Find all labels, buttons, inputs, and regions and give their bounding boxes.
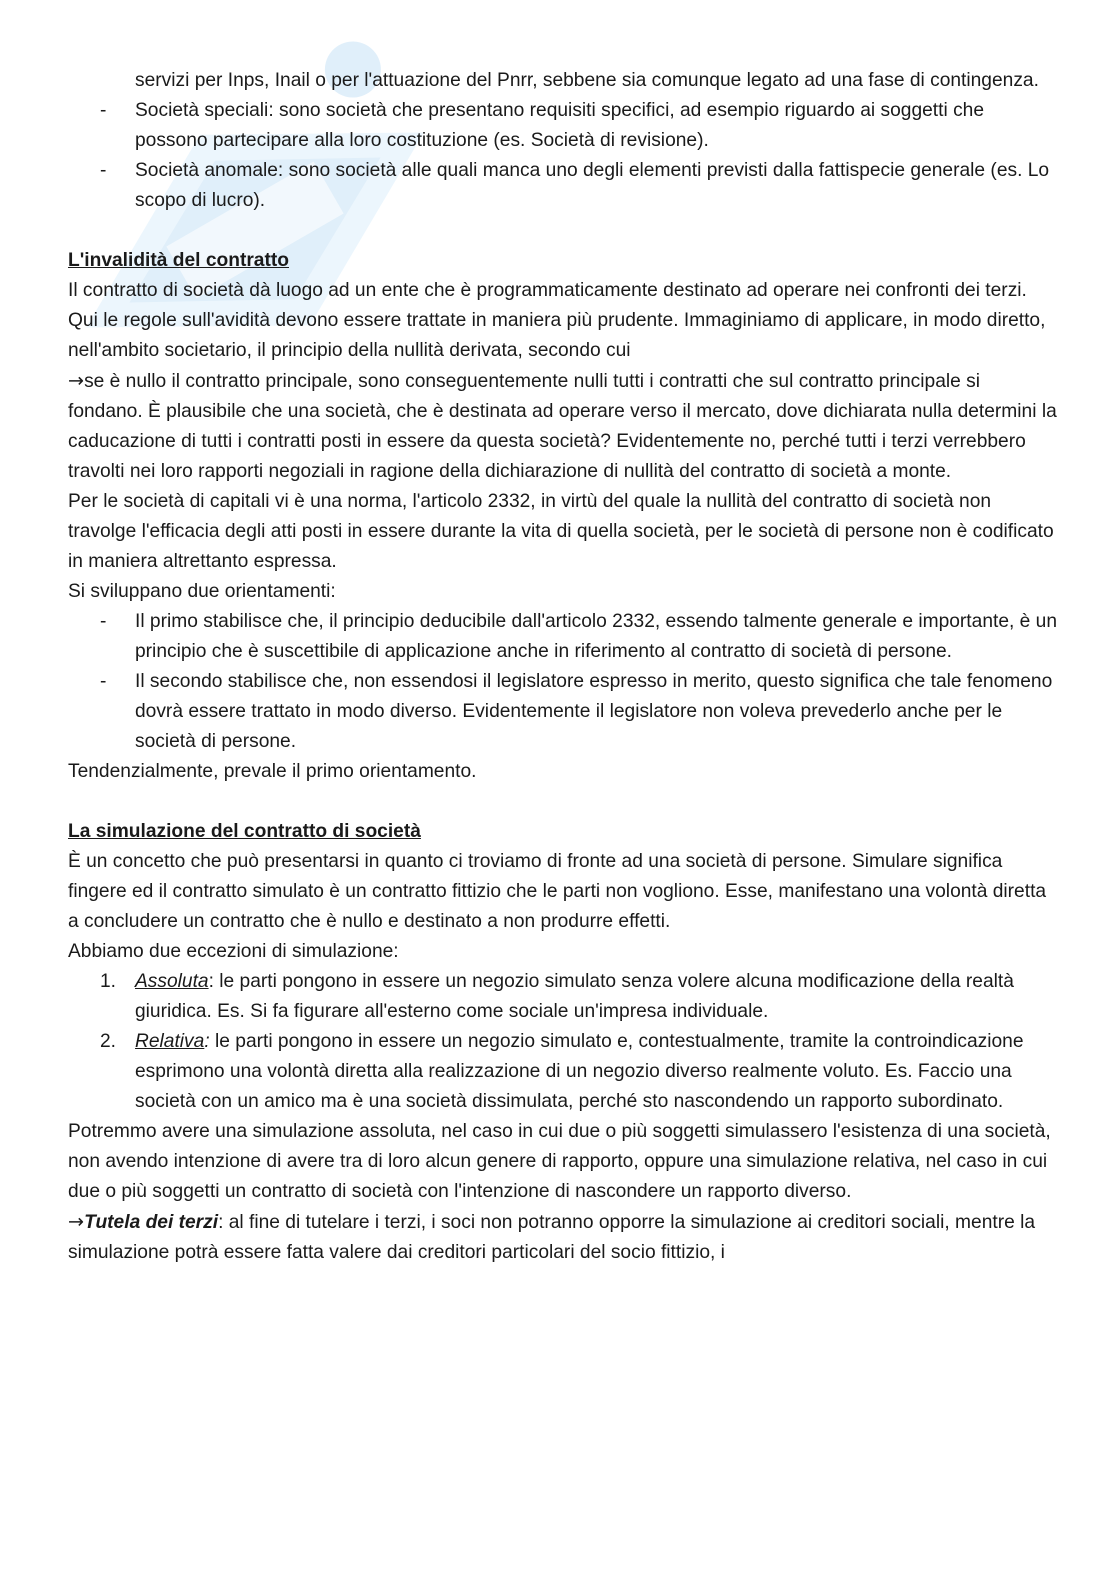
list-item-text: Società speciali: sono società che presentano requisiti specifici, ad esempio riguardo ai soggetti che possono partecipare alla loro costituzione (es. Società di revisione). bbox=[135, 100, 984, 151]
paragraph: Per le società di capitali vi è una norma, l'articolo 2332, in virtù del quale la nullità del contratto di società non travolge l'efficacia degli atti posti in essere durante la vita di quella società, per le società di persone non è codificato in maniera altrettanto espressa. bbox=[68, 491, 1054, 572]
paragraph-tutela bbox=[68, 1207, 1058, 1268]
list-item bbox=[68, 967, 1058, 1027]
list-item bbox=[68, 96, 1058, 156]
company-types-list bbox=[68, 96, 1058, 216]
list-item bbox=[68, 607, 1058, 667]
list-item-text: Società anomale: sono società alle quali manca uno degli elementi previsti dalla fattispecie generale (es. Lo scopo di lucro). bbox=[135, 160, 1050, 211]
list-item-term: Relativa bbox=[135, 1031, 205, 1052]
tutela-term: Tutela dei terzi bbox=[84, 1212, 219, 1233]
list-number: 2. bbox=[100, 1031, 117, 1052]
list-item bbox=[68, 1027, 1058, 1117]
arrow-icon: → bbox=[68, 1210, 85, 1233]
paragraph: Abbiamo due eccezioni di simulazione: bbox=[68, 941, 399, 962]
section-heading-invalidita: L'invalidità del contratto bbox=[68, 250, 289, 271]
list-item bbox=[68, 156, 1058, 216]
list-item-text: le parti pongono in essere un negozio simulato senza volere alcuna modificazione della realtà giuridica. Es. Si fa figurare all'esterno come sociale un'impresa individuale. bbox=[135, 971, 1014, 1022]
orientamenti-list bbox=[68, 607, 1058, 757]
simulazione-list bbox=[68, 967, 1058, 1117]
paragraph: È un concetto che può presentarsi in quanto ci troviamo di fronte ad una società di persone. Simulare significa fingere ed il contratto simulato è un contratto fittizio che le parti non vogliono. Esse, manifestano una volontà diretta a concludere un contratto che è nullo e destinato a non produrre effetti. bbox=[68, 851, 1047, 932]
document-page bbox=[68, 66, 1058, 1268]
list-item-text: Il primo stabilisce che, il principio deducibile dall'articolo 2332, essendo talmente generale e importante, è un principio che è suscettibile di applicazione anche in riferimento al contratto di società di persone. bbox=[135, 611, 1057, 662]
arrow-icon: → bbox=[68, 369, 85, 392]
list-bullet: - bbox=[100, 671, 107, 692]
paragraph: Potremmo avere una simulazione assoluta, nel caso in cui due o più soggetti simulassero l'esistenza di una società, non avendo intenzione di avere tra di loro alcun genere di rapporto, oppure una simulazione relativa, nel caso in cui due o più soggetti un contratto di società con l'intenzione di nascondere un rapporto diverso. bbox=[68, 1121, 1051, 1202]
list-bullet: - bbox=[100, 160, 107, 181]
paragraph: Si sviluppano due orientamenti: bbox=[68, 581, 336, 602]
list-item bbox=[68, 667, 1058, 757]
paragraph: Il contratto di società dà luogo ad un ente che è programmaticamente destinato ad operare nei confronti dei terzi. Qui le regole sull'avidità devono essere trattate in maniera più prudente. Immaginiamo di applicare, in modo diretto, nell'ambito societario, il principio della nullità derivata, secondo cui bbox=[68, 280, 1046, 361]
intro-continuation: servizi per Inps, Inail o per l'attuazione del Pnrr, sebbene sia comunque legato ad una fase di contingenza. bbox=[135, 70, 1039, 91]
list-item-sep: : bbox=[204, 1031, 210, 1052]
list-item-text: Il secondo stabilisce che, non essendosi il legislatore espresso in merito, questo significa che tale fenomeno dovrà essere trattato in modo diverso. Evidentemente il legislatore non voleva prevederlo anche per le società di persone. bbox=[135, 671, 1053, 752]
list-number: 1. bbox=[100, 971, 117, 992]
paragraph-text: se è nullo il contratto principale, sono conseguentemente nulli tutti i contratti che sul contratto principale si fondano. È plausibile che una società, che è destinata ad operare verso il mercato, dove dichiarata nulla determini la caducazione di tutti i contratti posti in essere da questa società? Evidentemente no, perché tutti i terzi verrebbero travolti nei loro rapporti negoziali in ragione della dichiarazione di nullità del contratto di società a monte. bbox=[68, 371, 1057, 482]
list-item-text: le parti pongono in essere un negozio simulato e, contestualmente, tramite la controindicazione esprimono una volontà diretta alla realizzazione di un negozio diverso realmente voluto. Es. Faccio una società con un amico ma è una società dissimulata, perché sto nascondendo un rapporto subordinato. bbox=[135, 1031, 1024, 1112]
paragraph-arrow bbox=[68, 366, 1058, 487]
list-item-sep: : bbox=[208, 971, 214, 992]
list-bullet: - bbox=[100, 611, 107, 632]
paragraph: Tendenzialmente, prevale il primo orientamento. bbox=[68, 761, 477, 782]
list-bullet: - bbox=[100, 100, 107, 121]
section-heading-simulazione: La simulazione del contratto di società bbox=[68, 821, 421, 842]
list-item-term: Assoluta bbox=[135, 971, 209, 992]
tutela-text: : al fine di tutelare i terzi, i soci non potranno opporre la simulazione ai creditori sociali, mentre la simulazione potrà essere fatta valere dai creditori particolari del socio fittizio, i bbox=[68, 1212, 1036, 1263]
